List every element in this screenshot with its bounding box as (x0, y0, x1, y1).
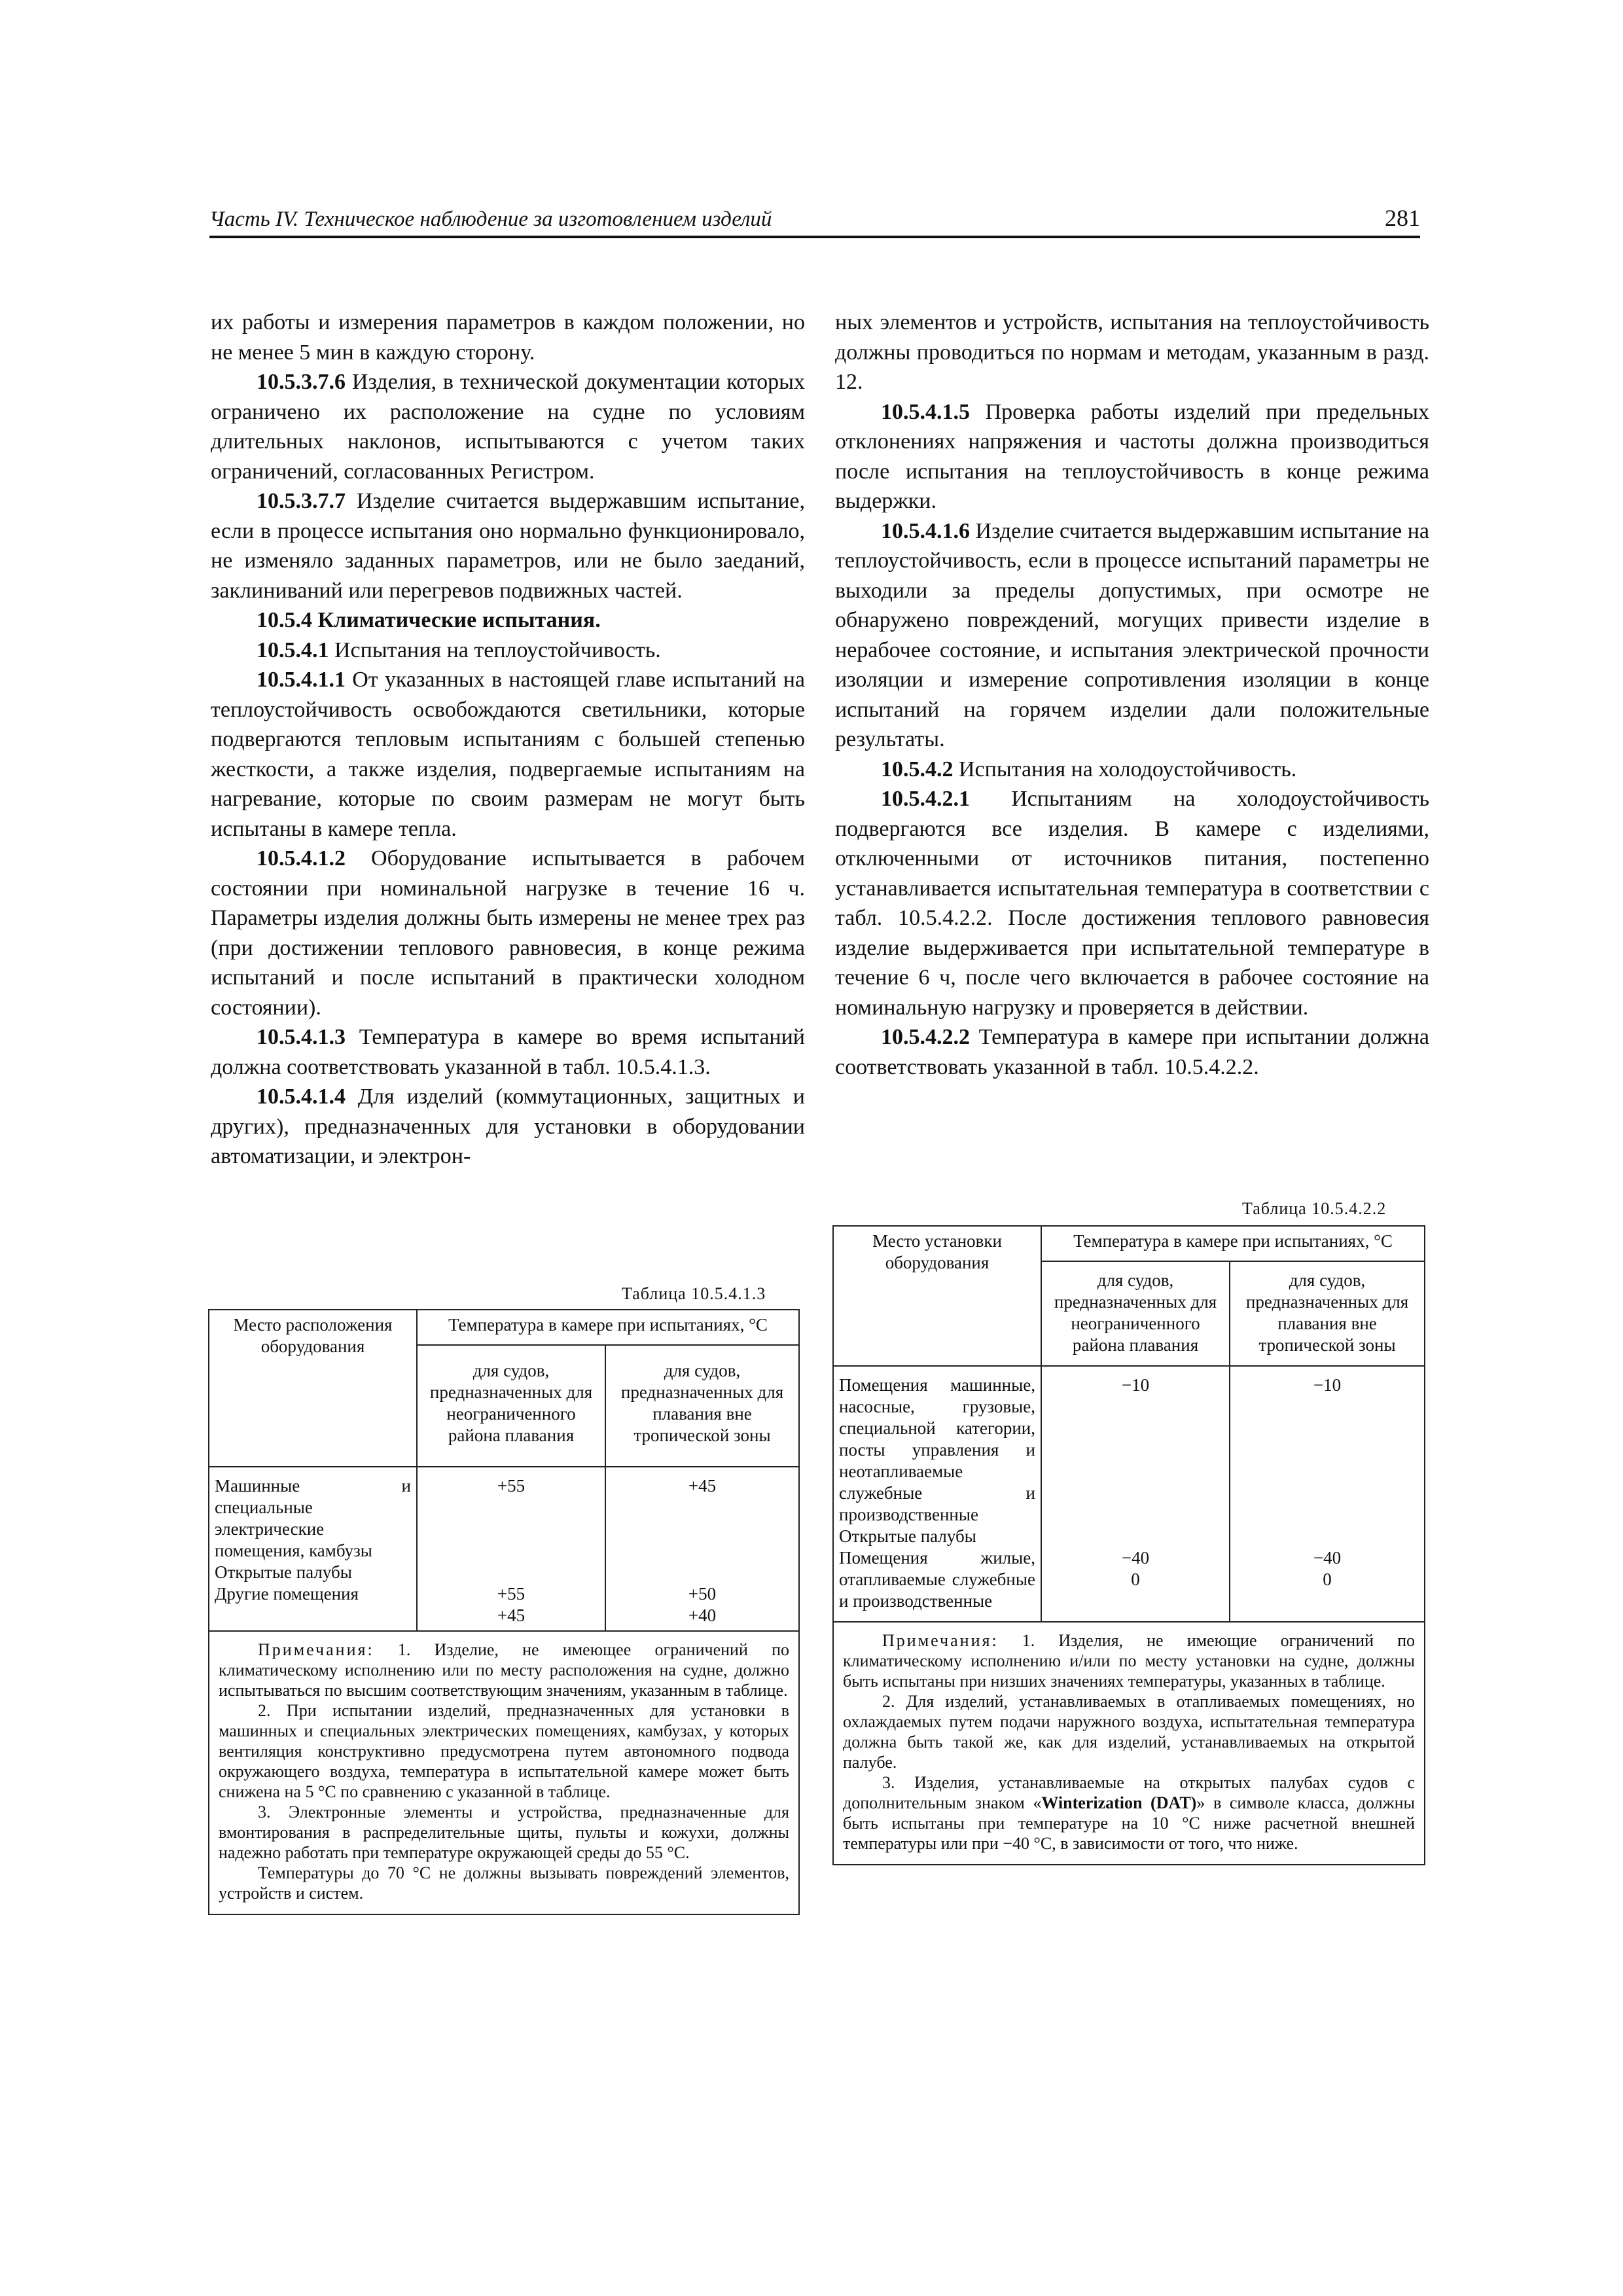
note: 2. Для изделий, устанавливаемых в отапливаемых помещениях, но охлаждаемых путем подачи наружного воздуха, испытательная температура должна быть такой же, как для изделий, устанавливаемых на открытой палубе. (843, 1692, 1415, 1772)
clause-number: 10.5.4.1.4 (257, 1085, 346, 1109)
table-cell-values-unlimited (417, 1467, 605, 1631)
paragraph (211, 1022, 805, 1082)
paragraph (211, 665, 805, 844)
table-heat-resistance (208, 1309, 800, 1915)
clause-number: 10.5.4.1.2 (257, 846, 346, 870)
paragraph: их работы и измерения параметров в каждом положении, но не менее 5 мин в каждую сторону. (211, 310, 805, 365)
table-row-place: Машинные и специальные электрические помещения, камбузы (215, 1476, 411, 1560)
paragraph (835, 397, 1429, 516)
clause-number: 10.5.4.2.2 (881, 1025, 970, 1049)
clause-number: 10.5.4.1.5 (881, 399, 970, 424)
clause-text: Для изделий (коммутационных, защитных и других), предназначенных для установки в оборудовании автоматизации, и электрон- (211, 1085, 805, 1168)
table-caption: Таблица 10.5.4.1.3 (622, 1284, 766, 1303)
table-value: +40 (688, 1605, 717, 1625)
paragraph (211, 486, 805, 605)
table-value: 0 (1131, 1570, 1140, 1589)
clause-text: Температура в камере при испытании должна соответствовать указанной в табл. 10.5.4.2.2. (835, 1025, 1429, 1079)
table-subheader-unlimited: для судов, предназначенных для неограниченного района плавания (1041, 1261, 1230, 1366)
paragraph (835, 1022, 1429, 1082)
class-notation: Winterization (DAT) (1041, 1793, 1197, 1812)
table-cell-places (833, 1366, 1041, 1622)
note-text: 3. Изделия, устанавливаемые на открытых палубах судов с дополнительным знаком « (843, 1773, 1415, 1812)
clause-text: Испытаниям на холодоустойчивость подвергаются все изделия. В камере с изделиями, отключенными от источников питания, постепенно устанавливается испытательная температура в соответствии с табл. 10.5.4.2.2. После достижения теплового равновесия изделие выдерживается при испытательной температуре в течение 6 ч, после чего включается в рабочее состояние на номинальную нагрузку и проверяется в действии. (835, 787, 1429, 1020)
clause-text: Проверка работы изделий при предельных отклонениях напряжения и частоты должна производиться после испытания на теплоустойчивость в конце режима выдержки. (835, 399, 1429, 513)
clause-number: 10.5.4.1.1 (257, 668, 346, 692)
page-header (209, 196, 1420, 238)
table-cell-values-nontropical (1230, 1366, 1425, 1622)
table-subheader-nontropical: для судов, предназначенных для плавания вне тропической зоны (605, 1345, 799, 1467)
note-text: 1. Изделие, не имеющее ограничений по климатическому исполнению или по месту расположения на судне, должно испытываться по высшим соответствующим значениям, указанным в таблице. (219, 1640, 789, 1700)
right-column (835, 308, 1429, 1082)
clause-text: Оборудование испытывается в рабочем состоянии при номинальной нагрузке в течение 16 ч. Параметры изделия должны быть измерены не менее трех раз (при достижении теплового равновесия, в конце режима испытаний и после испытаний в практически холодном состоянии). (211, 846, 805, 1020)
clause-number: 10.5.4.1.3 (257, 1025, 346, 1049)
paragraph (211, 1082, 805, 1172)
table-value: −10 (1121, 1375, 1150, 1395)
paragraph (835, 784, 1429, 1022)
paragraph (211, 367, 805, 486)
clause-number: 10.5.4.1 (257, 637, 329, 662)
note: Температуры до 70 °С не должны вызывать повреждений элементов, устройств и систем. (219, 1863, 789, 1903)
clause-number: 10.5.4.2.1 (881, 787, 970, 811)
clause-number: 10.5.4.2 (881, 757, 954, 781)
table-value: +45 (497, 1605, 526, 1625)
heading-text: 10.5.4 Климатические испытания. (257, 608, 601, 632)
note-text: 1. Изделия, не имеющие ограничений по климатическому исполнению и/или по месту установки на судне, должны быть испытаны при низших значениях температуры, указанных в таблице. (843, 1631, 1415, 1691)
clause-number: 10.5.4.1.6 (881, 518, 970, 543)
clause-text: Изделие считается выдержавшим испытание на теплоустойчивость, если в процессе испытаний параметры не выходили за пределы допустимых, при осмотре не обнаружено повреждений, могущих привести изделие в нерабочее состояние, и испытания электрической прочности изоляции и измерение сопротивления изоляции в конце испытаний на горячем изделии дали положительные результаты. (835, 518, 1429, 751)
note-text: » в символе класса, должны быть испытаны при температуре на 10 °С ниже расчетной внешней температуры или при −40 °С, в зависимости от того, что ниже. (843, 1793, 1416, 1853)
clause-text: От указанных в настоящей главе испытаний на теплоустойчивость освобождаются светильники, которые подвергаются тепловым испытаниям с большей степенью жесткости, а также изделия, подвергаемые испытаниям на нагревание, которые по своим размерам не могут быть испытаны в камере тепла. (211, 668, 805, 841)
table-cell-values-nontropical (605, 1467, 799, 1631)
paragraph (835, 755, 1429, 785)
clause-number: 10.5.3.7.6 (257, 370, 346, 394)
page-number: 281 (1385, 205, 1420, 231)
table-header-place: Место установки оборудования (833, 1226, 1041, 1366)
clause-text: Испытания на теплоустойчивость. (329, 637, 661, 662)
notes-label: Примечания: (882, 1631, 999, 1650)
table-cell-places (209, 1467, 417, 1631)
left-column (211, 308, 805, 1172)
paragraph (835, 516, 1429, 755)
table-value: −10 (1313, 1375, 1342, 1395)
note (843, 1772, 1415, 1854)
paragraph: ных элементов и устройств, испытания на теплоустойчивость должны проводиться по нормам и методам, указанным в разд. 12. (835, 310, 1429, 394)
table-row-place: Помещения машинные, насосные, грузовые, специальной категории, посты управления и неотапливаемые служебные и производственные (839, 1375, 1035, 1524)
section-heading (211, 605, 805, 636)
clause-number: 10.5.3.7.7 (257, 489, 346, 513)
note (219, 1640, 789, 1700)
table-cold-resistance (832, 1225, 1425, 1865)
table-cell-values-unlimited (1041, 1366, 1230, 1622)
table-row-place: Другие помещения (215, 1584, 359, 1604)
table-row-place: Помещения жилые, отапливаемые служебные и производственные (839, 1548, 1035, 1611)
table-value: +50 (688, 1584, 717, 1604)
table-value: +55 (497, 1476, 526, 1496)
table-row-place: Открытые палубы (839, 1526, 976, 1546)
clause-text: Испытания на холодоустойчивость. (953, 757, 1297, 781)
running-title: Часть IV. Техническое наблюдение за изготовлением изделий (209, 207, 772, 231)
table-value: +45 (688, 1476, 717, 1496)
clause-text: Температура в камере во время испытаний должна соответствовать указанной в табл. 10.5.4.1.3. (211, 1025, 805, 1079)
note: 2. При испытании изделий, предназначенных для установки в машинных и специальных электрических помещениях, камбузах, у которых вентиляция конструктивно предусмотрена путем автономного подвода окружающего воздуха, температура в испытательной камере может быть снижена на 5 °С по сравнению с указанной в таблице. (219, 1701, 789, 1801)
table-value: 0 (1323, 1570, 1332, 1589)
table-caption: Таблица 10.5.4.2.2 (1242, 1199, 1387, 1218)
paragraph (211, 844, 805, 1022)
table-header-temperature: Температура в камере при испытаниях, °С (417, 1310, 799, 1345)
table-row-place: Открытые палубы (215, 1562, 352, 1582)
table-value: −40 (1121, 1548, 1150, 1568)
note: 3. Электронные элементы и устройства, предназначенные для вмонтирования в распределительные щиты, пульты и кожухи, должны надежно работать при температуре окружающей среды до 55 °С. (219, 1803, 789, 1862)
note (843, 1630, 1415, 1691)
table-value: +55 (497, 1584, 526, 1604)
table-subheader-nontropical: для судов, предназначенных для плавания вне тропической зоны (1230, 1261, 1425, 1366)
paragraph (211, 636, 805, 666)
table-notes (833, 1622, 1425, 1865)
table-notes (209, 1631, 799, 1914)
clause-text: Изделия, в технической документации которых ограничено их расположение на судне по условиям длительных наклонов, испытываются с учетом таких ограничений, согласованных Регистром. (211, 370, 805, 484)
table-header-temperature: Температура в камере при испытаниях, °С (1041, 1226, 1425, 1261)
table-value: −40 (1313, 1548, 1342, 1568)
table-header-place: Место расположения оборудования (209, 1310, 417, 1467)
table-subheader-unlimited: для судов, предназначенных для неограниченного района плавания (417, 1345, 605, 1467)
clause-text: Изделие считается выдержавшим испытание, если в процессе испытания оно нормально функционировало, не изменяло заданных параметров, или не было заеданий, заклиниваний или перегревов подвижных частей. (211, 489, 805, 603)
notes-label: Примечания: (258, 1640, 374, 1659)
